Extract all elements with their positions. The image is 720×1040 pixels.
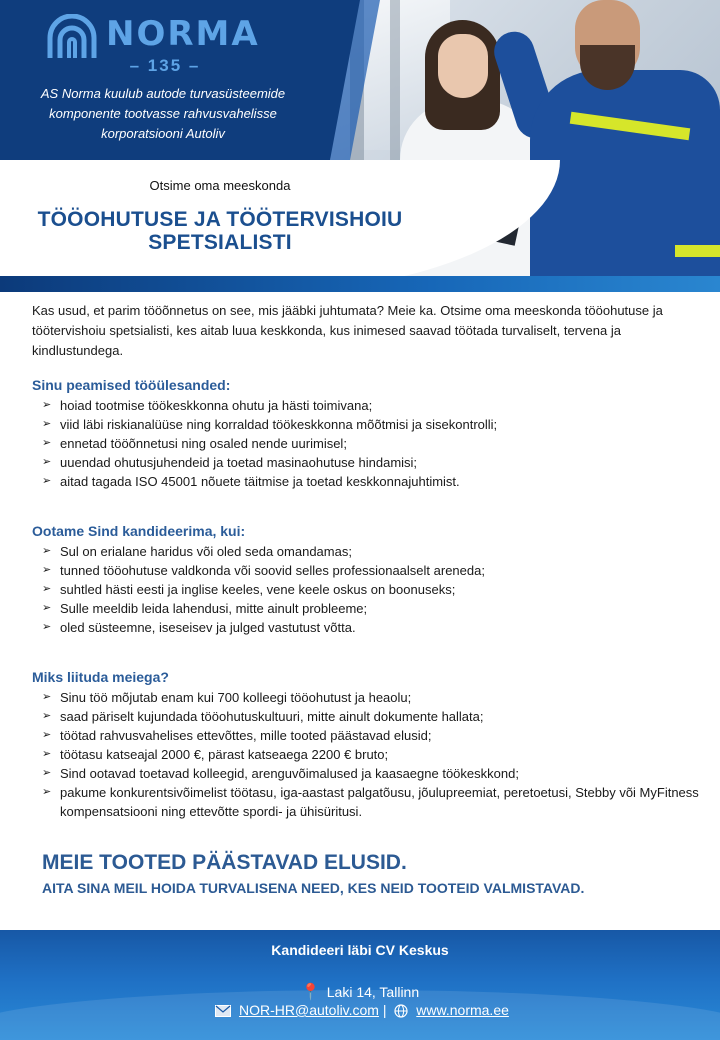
apply-text: Kandideeri läbi CV Keskus bbox=[271, 942, 449, 958]
list-item: ➢ aitad tagada ISO 45001 nõuete täitmise ja toetad keskkonnajuhtimist. bbox=[42, 474, 460, 489]
arrow-bullet-icon: ➢ bbox=[42, 418, 52, 430]
website-link[interactable]: www.norma.ee bbox=[416, 1002, 509, 1018]
contact-separator: | bbox=[382, 1002, 387, 1018]
list-item: ➢ Sul on erialane haridus või oled seda omandamas; bbox=[42, 544, 352, 559]
list-item: ➢ töötasu katseajal 2000 €, pärast katseaega 2200 € bruto; bbox=[42, 747, 389, 762]
arrow-bullet-icon: ➢ bbox=[42, 602, 52, 614]
intro-paragraph: Kas usud, et parim tööõnnetus on see, mis jääbki juhtumata? Meie ka. Otsime oma meeskonda tööohutuse ja töötervishoiu spetsialisti, kes aitab luua keskkonda, kus inimesed saavad töötada turvaliselt, tervena ja kindlustundega. bbox=[32, 303, 663, 358]
list-item: ➢ oled süsteemne, iseseisev ja julged vastutust võtta. bbox=[42, 620, 356, 635]
list-item: ➢ ennetad tööõnnetusi ning osaled nende uurimisel; bbox=[42, 436, 347, 451]
list-item: ➢ töötad rahvusvahelises ettevõttes, mille tooted päästavad elusid; bbox=[42, 728, 432, 743]
globe-icon bbox=[394, 1004, 408, 1018]
slogan-headline: MEIE TOOTED PÄÄSTAVAD ELUSID. bbox=[42, 851, 407, 874]
arrow-bullet-icon: ➢ bbox=[42, 456, 52, 468]
arrow-bullet-icon: ➢ bbox=[42, 437, 52, 449]
header bbox=[0, 0, 720, 292]
list-item: ➢ tunned tööohutuse valdkonda või soovid selles professionaalselt areneda; bbox=[42, 563, 485, 578]
requirements-list bbox=[32, 542, 704, 637]
arrow-bullet-icon: ➢ bbox=[42, 767, 52, 779]
email-link[interactable]: NOR-HR@autoliv.com bbox=[239, 1002, 379, 1018]
contact-line bbox=[0, 1002, 720, 1018]
email-icon bbox=[215, 1005, 231, 1017]
list-item: ➢ Sind ootavad toetavad kolleegid, arenguvõimalused ja kaasaegne töökeskkond; bbox=[42, 766, 519, 781]
benefits-list bbox=[32, 688, 704, 821]
norma-logo-icon bbox=[46, 14, 98, 60]
arrow-bullet-icon: ➢ bbox=[42, 564, 52, 576]
list-item: ➢ Sulle meeldib leida lahendusi, mitte ainult probleeme; bbox=[42, 601, 368, 616]
list-item: ➢ Sinu töö mõjutab enam kui 700 kolleegi tööohutust ja heaolu; bbox=[42, 690, 412, 705]
section-title-tasks: Sinu peamised tööülesanded: bbox=[32, 377, 231, 393]
logo-wordmark: NORMA bbox=[106, 14, 260, 54]
section-title-requirements: Ootame Sind kandideerima, kui: bbox=[32, 523, 246, 539]
section-title-benefits: Miks liituda meiega? bbox=[32, 669, 169, 685]
header-band bbox=[0, 276, 720, 292]
arrow-bullet-icon: ➢ bbox=[42, 399, 52, 411]
arrow-bullet-icon: ➢ bbox=[42, 786, 52, 798]
looking-for-text: Otsime oma meeskonda bbox=[149, 178, 291, 193]
arrow-bullet-icon: ➢ bbox=[42, 710, 52, 722]
arrow-bullet-icon: ➢ bbox=[42, 583, 52, 595]
arrow-bullet-icon: ➢ bbox=[42, 729, 52, 741]
list-item: ➢ uuendad ohutusjuhendeid ja toetad masinaohutuse hindamisi; bbox=[42, 455, 418, 470]
list-item: ➢ viid läbi riskianalüüse ning korraldad töökeskkonna mõõtmisi ja sisekontrolli; bbox=[42, 417, 498, 432]
arrow-bullet-icon: ➢ bbox=[42, 691, 52, 703]
footer bbox=[0, 930, 720, 1040]
address-text: Laki 14, Tallinn bbox=[326, 984, 420, 1000]
arrow-bullet-icon: ➢ bbox=[42, 475, 52, 487]
main-content bbox=[32, 301, 704, 821]
list-item: ➢ suhtled hästi eesti ja inglise keeles, vene keele oskus on boonuseks; bbox=[42, 582, 456, 597]
slogan-subline: AITA SINA MEIL HOIDA TURVALISENA NEED, KES NEID TOOTEID VALMISTAVAD. bbox=[42, 880, 585, 896]
company-intro: AS Norma kuulub autode turvasüsteemide komponente tootvasse rahvusvahelisse korporatsiooni Autoliv bbox=[40, 86, 286, 141]
arrow-bullet-icon: ➢ bbox=[42, 621, 52, 633]
job-title: TÖÖOHUTUSE JA TÖÖTERVISHOIU SPETSIALISTI bbox=[37, 208, 403, 254]
list-item: ➢ saad päriselt kujundada tööohutuskultuuri, mitte ainult dokumente hallata; bbox=[42, 709, 484, 724]
norma-logo bbox=[46, 12, 260, 75]
logo-anniversary: – 135 – bbox=[129, 56, 201, 75]
list-item: ➢ pakume konkurentsivõimelist töötasu, iga-aastast palgatõusu, jõulupreemiat, peretoetusi, Stebby või MyFitness kompensatsiooni ning ettevõtte spordi- ja ühisüritusi. bbox=[42, 785, 699, 819]
tasks-list bbox=[32, 396, 704, 491]
map-pin-icon: 📍 bbox=[300, 984, 321, 1001]
list-item: ➢ hoiad tootmise töökeskkonna ohutu ja hästi toimivana; bbox=[42, 398, 373, 413]
arrow-bullet-icon: ➢ bbox=[42, 748, 52, 760]
arrow-bullet-icon: ➢ bbox=[42, 545, 52, 557]
address bbox=[0, 982, 720, 1002]
